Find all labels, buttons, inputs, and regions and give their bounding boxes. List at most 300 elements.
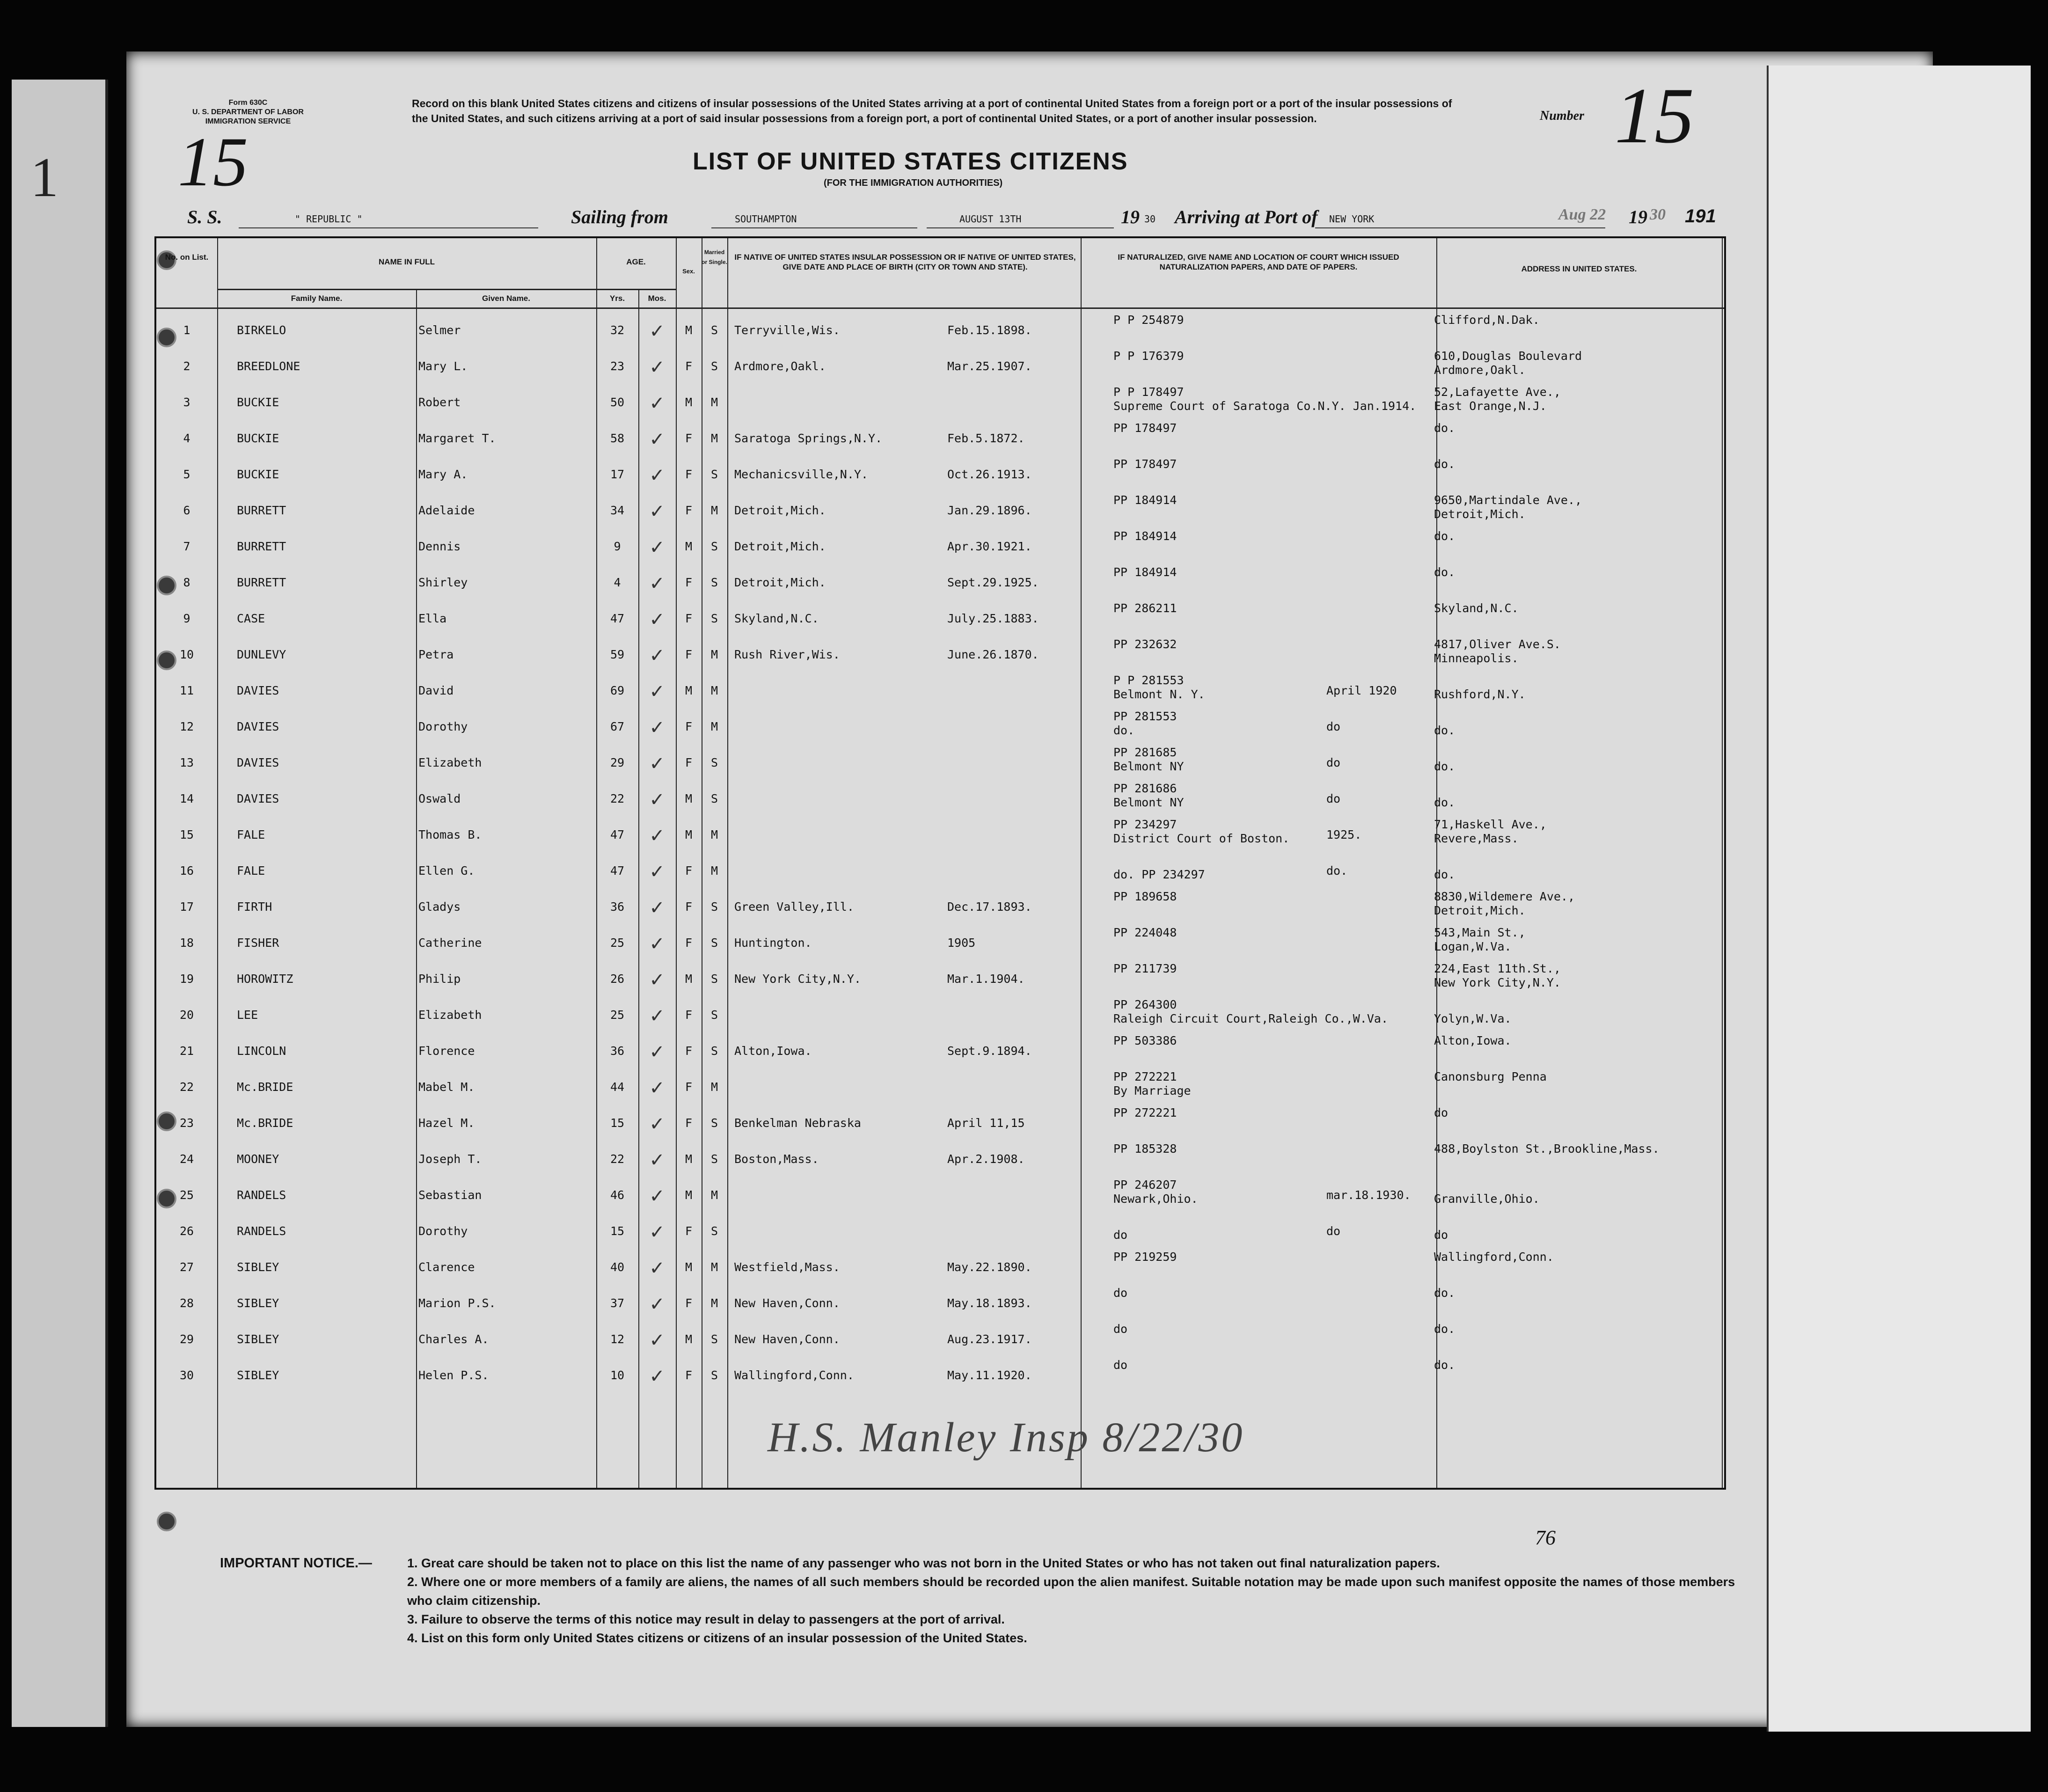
check-mark: ✓ [649,393,665,414]
birth-date-cell: Apr.2.1908. [947,1152,1025,1166]
list-number-cell: 29 [179,1332,194,1346]
notice-lead: IMPORTANT NOTICE.— [220,1556,372,1571]
family-name-cell: BURRETT [237,540,286,553]
marital-status-cell: S [710,792,718,805]
birth-date-cell: Mar.25.1907. [947,359,1032,373]
binding-hole [157,1512,176,1531]
age-years-cell: 12 [610,1332,625,1346]
naturalization-paper-cell: PP 178497 [1113,421,1177,435]
age-years-cell: 58 [610,432,625,445]
birth-date-cell: 1905 [947,936,976,950]
address-line2-cell: Detroit,Mich. [1434,904,1526,917]
naturalization-paper-cell: P P 281553 [1113,673,1184,687]
header-given-name: Given Name. [482,294,530,303]
address-line2-cell: do. [1434,760,1456,773]
list-number-cell: 21 [179,1044,194,1058]
list-number-cell: 23 [179,1116,194,1130]
marital-status-cell: S [710,972,718,986]
given-name-cell: Petra [418,648,454,661]
family-name-cell: RANDELS [237,1224,286,1238]
header-mos: Mos. [648,294,666,303]
family-name-cell: CASE [237,612,265,625]
sex-cell: F [685,1044,693,1058]
given-name-cell: Hazel M. [418,1116,475,1130]
address-line1-cell: do. [1434,457,1456,471]
birth-place-cell: Detroit,Mich. [734,576,826,589]
age-years-cell: 29 [610,756,625,769]
given-name-cell: Clarence [418,1260,475,1274]
table-row [156,709,1724,750]
page-subtitle: (FOR THE IMMIGRATION AUTHORITIES) [824,178,1003,188]
family-name-cell: LINCOLN [237,1044,286,1058]
given-name-cell: Dorothy [418,1224,468,1238]
family-name-cell: BIRKELO [237,323,286,337]
naturalization-court-cell: do. PP 234297 [1113,868,1205,881]
sex-cell: F [685,1224,693,1238]
header-naturalized: IF NATURALIZED, GIVE NAME AND LOCATION OF COURT WHICH ISSUED NATURALIZATION PAPERS, AND DATE OF PAPERS. [1118,253,1399,271]
naturalization-date-cell: do [1326,756,1341,769]
check-mark: ✓ [649,1041,665,1063]
list-number-cell: 14 [179,792,194,805]
age-years-cell: 32 [610,323,625,337]
birth-place-cell: Green Valley,Ill. [734,900,854,914]
check-mark: ✓ [649,1005,665,1027]
list-number-cell: 17 [179,900,194,914]
birth-place-cell: Detroit,Mich. [734,504,826,517]
family-name-cell: BUCKIE [237,395,279,409]
age-years-cell: 47 [610,864,625,878]
birth-date-cell: June.26.1870. [947,648,1039,661]
sex-cell: M [685,828,693,841]
birth-date-cell: May.22.1890. [947,1260,1032,1274]
address-line1-cell: do. [1434,529,1456,543]
family-name-cell: DAVIES [237,684,279,697]
birth-place-cell: Benkelman Nebraska [734,1116,861,1130]
family-name-cell: HOROWITZ [237,972,293,986]
given-name-cell: Charles A. [418,1332,489,1346]
sailing-from-label: Sailing from [571,206,668,227]
sex-cell: M [685,972,693,986]
birth-date-cell: May.18.1893. [947,1296,1032,1310]
department-name: U. S. DEPARTMENT OF LABOR [192,108,304,116]
sex-cell: F [685,576,693,589]
list-number-cell: 7 [183,540,190,553]
notice-item: 4. List on this form only United States citizens or citizens of an insular possession of the United States. [407,1631,1027,1645]
naturalization-paper-cell: PP 281686 [1113,782,1177,795]
list-number-cell: 10 [179,648,194,661]
sex-cell: F [685,1008,693,1022]
address-line2-cell: do. [1434,724,1456,737]
voyage-line [187,206,1741,234]
table-row [156,1142,1724,1182]
page-title: LIST OF UNITED STATES CITIZENS [693,148,1128,175]
sex-cell: F [685,468,693,481]
sex-cell: M [685,1332,693,1346]
family-name-cell: DUNLEVY [237,648,286,661]
address-line1-cell: 488,Boylston St.,Brookline,Mass. [1434,1142,1660,1156]
family-name-cell: DAVIES [237,756,279,769]
marital-status-cell: S [710,359,718,373]
family-name-cell: BREEDLONE [237,359,300,373]
address-line2-cell: Minneapolis. [1434,651,1519,665]
marital-status-cell: S [710,1224,718,1238]
address-line1-cell: Clifford,N.Dak. [1434,313,1540,327]
birth-date-cell: Dec.17.1893. [947,900,1032,914]
sex-cell: F [685,756,693,769]
address-line1-cell: 9650,Martindale Ave., [1434,493,1582,507]
age-years-cell: 10 [610,1368,625,1382]
arrival-port: NEW YORK [1329,213,1375,225]
address-line1-cell: 52,Lafayette Ave., [1434,385,1561,399]
age-years-cell: 17 [610,468,625,481]
naturalization-paper-cell: PP 272221 [1113,1070,1177,1083]
naturalization-court-cell: Newark,Ohio. [1113,1192,1198,1206]
naturalization-date-cell: do [1326,792,1341,805]
given-name-cell: David [418,684,454,697]
given-name-cell: Shirley [418,576,468,589]
naturalization-date-cell: mar.18.1930. [1326,1188,1411,1202]
naturalization-court-cell: Belmont N. Y. [1113,688,1205,701]
check-mark: ✓ [649,933,665,955]
age-years-cell: 22 [610,792,625,805]
address-line2-cell: Revere,Mass. [1434,832,1519,845]
inspector-signature: H.S. Manley Insp 8/22/30 [768,1414,1244,1461]
address-line1-cell: 4817,Oliver Ave.S. [1434,637,1561,651]
age-years-cell: 15 [610,1116,625,1130]
sex-cell: F [685,432,693,445]
address-line2-cell: do [1434,1228,1448,1242]
family-name-cell: DAVIES [237,792,279,805]
family-name-cell: SIBLEY [237,1260,279,1274]
birth-place-cell: New York City,N.Y. [734,972,861,986]
birth-date-cell: Apr.30.1921. [947,540,1032,553]
family-name-cell: Mc.BRIDE [237,1116,293,1130]
naturalization-paper-cell: PP 184914 [1113,565,1177,579]
check-mark: ✓ [649,1077,665,1099]
family-name-cell: RANDELS [237,1188,286,1202]
given-name-cell: Thomas B. [418,828,482,841]
check-mark: ✓ [649,753,665,775]
sex-cell: M [685,540,693,553]
marital-status-cell: S [710,323,718,337]
table-row [156,313,1724,353]
header-address: ADDRESS IN UNITED STATES. [1521,264,1637,273]
address-line1-cell: do. [1434,421,1456,435]
age-years-cell: 44 [610,1080,625,1094]
naturalization-court-cell: do [1113,1228,1128,1242]
birth-date-cell: Sept.9.1894. [947,1044,1032,1058]
address-line1-cell: Skyland,N.C. [1434,601,1519,615]
list-number-cell: 16 [179,864,194,878]
marital-status-cell: S [710,900,718,914]
check-mark: ✓ [649,501,665,522]
check-mark: ✓ [649,1366,665,1387]
birth-place-cell: New Haven,Conn. [734,1296,840,1310]
list-number-cell: 11 [179,684,194,697]
address-line1-cell: Alton,Iowa. [1434,1034,1512,1047]
table-row [156,890,1724,930]
header-family-name: Family Name. [291,294,343,303]
table-row [156,529,1724,570]
table-row [156,601,1724,642]
family-name-cell: FIRTH [237,900,272,914]
naturalization-paper-cell: PP 224048 [1113,926,1177,939]
given-name-cell: Ella [418,612,447,625]
birth-place-cell: Rush River,Wis. [734,648,840,661]
naturalization-court-cell: Supreme Court of Saratoga Co.N.Y. Jan.1914. [1113,399,1417,413]
naturalization-date-cell: do. [1326,864,1348,878]
address-line1-cell: 610,Douglas Boulevard [1434,349,1582,363]
list-number-cell: 1 [183,323,190,337]
marital-status-cell: M [710,1260,718,1274]
marital-status-cell: M [710,720,718,733]
age-years-cell: 47 [610,612,625,625]
age-years-cell: 69 [610,684,625,697]
age-years-cell: 36 [610,900,625,914]
address-line1-cell: do. [1434,565,1456,579]
header-married-single: Married or Single. [702,249,727,265]
sex-cell: F [685,900,693,914]
birth-place-cell: Wallingford,Conn. [734,1368,854,1382]
arrival-year-prefix: 19 [1629,206,1647,227]
list-number-cell: 30 [179,1368,194,1382]
sex-cell: F [685,1116,693,1130]
address-line2-cell: East Orange,N.J. [1434,399,1547,413]
given-name-cell: Catherine [418,936,482,950]
address-line2-cell: Granville,Ohio. [1434,1192,1540,1206]
table-row [156,1178,1724,1218]
table-row [156,421,1724,461]
family-name-cell: BUCKIE [237,468,279,481]
list-number-cell: 8 [183,576,190,589]
check-mark: ✓ [649,1258,665,1279]
list-number-cell: 9 [183,612,190,625]
birth-place-cell: Westfield,Mass. [734,1260,840,1274]
table-row [156,385,1724,425]
table-row [156,565,1724,606]
marital-status-cell: M [710,504,718,517]
family-name-cell: MOONEY [237,1152,279,1166]
family-name-cell: DAVIES [237,720,279,733]
address-line1-cell: 224,East 11th.St., [1434,962,1561,975]
naturalization-court-cell: do. [1113,724,1135,737]
naturalization-paper-cell: PP 178497 [1113,457,1177,471]
age-years-cell: 34 [610,504,625,517]
list-number-cell: 2 [183,359,190,373]
given-name-cell: Margaret T. [418,432,496,445]
family-name-cell: BURRETT [237,504,286,517]
birth-date-cell: Mar.1.1904. [947,972,1025,986]
family-name-cell: FALE [237,864,265,878]
list-number: 15 [1615,72,1694,160]
address-line2-cell: New York City,N.Y. [1434,976,1561,989]
naturalization-paper-cell: PP 185328 [1113,1142,1177,1156]
birth-place-cell: Boston,Mass. [734,1152,819,1166]
birth-date-cell: Aug.23.1917. [947,1332,1032,1346]
sailing-port: SOUTHAMPTON [735,213,797,225]
marital-status-cell: S [710,1116,718,1130]
sex-cell: M [685,684,693,697]
age-years-cell: 23 [610,359,625,373]
check-mark: ✓ [649,969,665,991]
given-name-cell: Gladys [418,900,461,914]
birth-date-cell: Oct.26.1913. [947,468,1032,481]
naturalization-paper-cell: PP 286211 [1113,601,1177,615]
form-instructions: Record on this blank United States citizens and citizens of insular possessions of the United States arriving at a port of continental United States from a foreign port or a port of the insular possessions of the United States, and such citizens arriving at a port of said insular possessions from a foreign port, a port of continental United States, or a port of another insular possession. [412,97,1452,124]
sex-cell: F [685,720,693,733]
naturalization-court-cell: By Marriage [1113,1084,1191,1097]
list-number-cell: 3 [183,395,190,409]
birth-date-cell: Feb.5.1872. [947,432,1025,445]
list-number-cell: 26 [179,1224,194,1238]
table-row [156,457,1724,497]
check-mark: ✓ [649,1113,665,1135]
check-mark: ✓ [649,465,665,486]
sex-cell: F [685,504,693,517]
marital-status-cell: M [710,864,718,878]
header-sex: Sex. [682,268,695,275]
sex-cell: M [685,1260,693,1274]
address-line2-cell: do. [1434,796,1456,809]
check-mark: ✓ [649,897,665,919]
marital-status-cell: M [710,432,718,445]
list-number-cell: 19 [179,972,194,986]
naturalization-date-cell: do [1326,720,1341,733]
age-years-cell: 9 [614,540,621,553]
address-line1-cell: 543,Main St., [1434,926,1526,939]
check-mark: ✓ [649,681,665,702]
naturalization-paper-cell: PP 272221 [1113,1106,1177,1119]
address-line2-cell: Detroit,Mich. [1434,507,1526,521]
handwritten-note: 76 [1535,1526,1556,1549]
given-name-cell: Mary A. [418,468,468,481]
naturalization-date-cell: April 1920 [1326,684,1397,697]
table-row [156,637,1724,678]
check-mark: ✓ [649,357,665,378]
birth-place-cell: Saratoga Springs,N.Y. [734,432,883,445]
naturalization-paper-cell: P P 254879 [1113,313,1184,327]
birth-place-cell: Detroit,Mich. [734,540,826,553]
sex-cell: M [685,1188,693,1202]
list-number-cell: 25 [179,1188,194,1202]
age-years-cell: 25 [610,936,625,950]
table-row [156,673,1724,714]
naturalization-court-cell: District Court of Boston. [1113,832,1290,845]
marital-status-cell: S [710,936,718,950]
marital-status-cell: S [710,1152,718,1166]
marital-status-cell: M [710,648,718,661]
address-line1-cell: do. [1434,1286,1456,1300]
table-row [156,349,1724,389]
address-line1-cell: 71,Haskell Ave., [1434,818,1547,831]
ship-name: " REPUBLIC " [295,213,363,225]
birth-place-cell: Mechanicsville,N.Y. [734,468,868,481]
sex-cell: F [685,1296,693,1310]
family-name-cell: BUCKIE [237,432,279,445]
sex-cell: M [685,323,693,337]
naturalization-paper-cell: PP 234297 [1113,818,1177,831]
address-line2-cell: Yolyn,W.Va. [1434,1012,1512,1025]
naturalization-paper-cell: PP 184914 [1113,493,1177,507]
list-number-cell: 13 [179,756,194,769]
sex-cell: F [685,936,693,950]
given-name-cell: Sebastian [418,1188,482,1202]
page-code: 191 [1685,206,1716,227]
table-row [156,1106,1724,1146]
family-name-cell: Mc.BRIDE [237,1080,293,1094]
address-line2-cell: do. [1434,868,1456,881]
check-mark: ✓ [649,789,665,811]
age-years-cell: 26 [610,972,625,986]
adjacent-page-mark: 1 [30,146,59,208]
table-row [156,493,1724,534]
given-name-cell: Ellen G. [418,864,475,878]
table-row [156,1250,1724,1290]
header-age: AGE. [626,257,646,266]
naturalization-paper-cell: PP 281553 [1113,709,1177,723]
age-years-cell: 4 [614,576,621,589]
list-number-cell: 24 [179,1152,194,1166]
family-name-cell: SIBLEY [237,1296,279,1310]
address-line1-cell: do. [1434,1358,1456,1372]
sailing-date: AUGUST 13TH [959,213,1022,225]
list-number-cell: 5 [183,468,190,481]
given-name-cell: Mabel M. [418,1080,475,1094]
birth-date-cell: Jan.29.1896. [947,504,1032,517]
table-row [156,1218,1724,1254]
table-row [156,1286,1724,1326]
birth-place-cell: Terryville,Wis. [734,323,840,337]
passenger-table [154,236,1726,1490]
check-mark: ✓ [649,1221,665,1243]
list-number-cell: 20 [179,1008,194,1022]
naturalization-paper-cell: PP 189658 [1113,890,1177,903]
address-line2-cell: Rushford,N.Y. [1434,688,1526,701]
number-label: Number [1540,109,1584,123]
family-name-cell: SIBLEY [237,1368,279,1382]
sailing-year: 30 [1144,213,1156,225]
list-number-cell: 27 [179,1260,194,1274]
check-mark: ✓ [649,573,665,594]
header-no: No. on List. [165,253,209,262]
check-mark: ✓ [649,321,665,342]
check-mark: ✓ [649,609,665,630]
age-years-cell: 22 [610,1152,625,1166]
header-name-in-full: NAME IN FULL [379,257,435,266]
naturalization-paper-cell: P P 176379 [1113,349,1184,363]
arriving-label: Arriving at Port of [1175,206,1318,227]
age-years-cell: 47 [610,828,625,841]
marital-status-cell: M [710,684,718,697]
family-name-cell: BURRETT [237,576,286,589]
given-name-cell: Philip [418,972,461,986]
marital-status-cell: S [710,1008,718,1022]
naturalization-paper-cell: PP 232632 [1113,637,1177,651]
arrival-date-handwritten: Aug 22 [1558,206,1606,223]
naturalization-paper-cell: PP 503386 [1113,1034,1177,1047]
marital-status-cell: M [710,395,718,409]
address-line2-cell: Logan,W.Va. [1434,940,1512,953]
list-number-cell: 4 [183,432,190,445]
check-mark: ✓ [649,1149,665,1171]
family-name-cell: FISHER [237,936,279,950]
list-number-cell: 28 [179,1296,194,1310]
birth-place-cell: New Haven,Conn. [734,1332,840,1346]
naturalization-paper-cell: PP 211739 [1113,962,1177,975]
marital-status-cell: S [710,540,718,553]
check-mark: ✓ [649,429,665,450]
form-number: Form 630C [228,99,268,107]
